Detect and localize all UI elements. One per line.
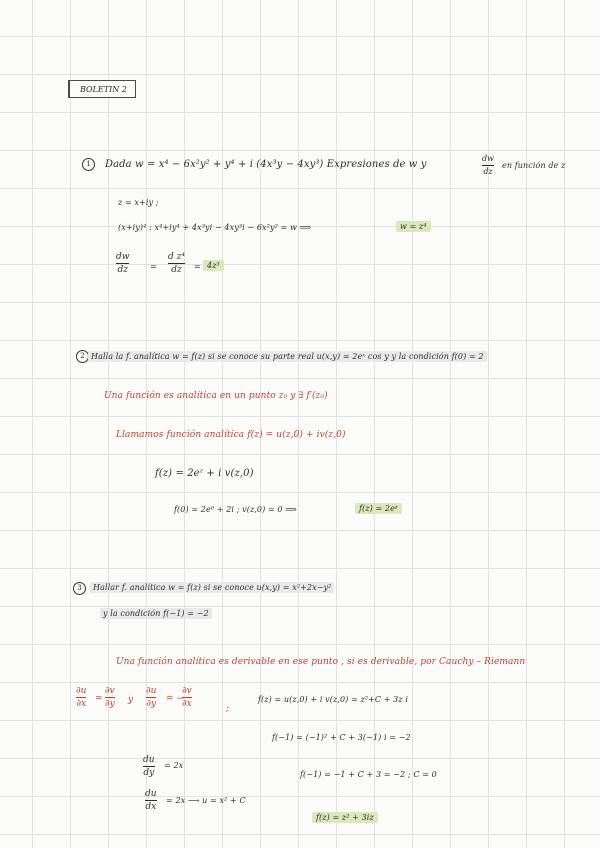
exercise-1-dw: dw [482, 154, 494, 163]
exercise-1-dz4: d z⁴ [168, 252, 185, 262]
fraction-bar [76, 697, 86, 698]
exercise-3-du-dx [145, 789, 157, 812]
exercise-3-du: du [143, 755, 155, 765]
fraction-bar [146, 697, 156, 698]
exercise-3-number: 3 [73, 582, 86, 595]
exercise-2-number: 2 [76, 350, 89, 363]
exercise-1-dz-3: dz [171, 265, 182, 275]
cr-dv-dx [182, 686, 192, 709]
exercise-3-dx: dx [145, 802, 157, 812]
cr-du: ∂u [76, 686, 87, 696]
exercise-1-line-2: (x+iy)⁴ : x⁴+iy⁴ + 4x³yi − 4xy³i − 6x²y² = w ⟹ [118, 223, 312, 232]
exercise-1-equals-2: = [194, 262, 201, 271]
exercise-3-definition: Una función analítica es derivable en ese punto , si es derivable, por Cauchy – Riemann [116, 657, 526, 667]
cr-dy: ∂y [105, 699, 115, 709]
page-title: BOLETIN 2 [68, 80, 136, 98]
exercise-1-line-1: z = x+iy ; [118, 198, 159, 207]
exercise-3-du-dy-value: = 2x [164, 761, 184, 770]
exercise-3-du-dy [143, 755, 155, 778]
cr-dv: ∂v [105, 686, 115, 696]
cr-dx-2: ∂x [182, 699, 192, 709]
exercise-3-dy: dy [143, 768, 155, 778]
exercise-3-f-minus-1-b: f(−1) = −1 + C + 3 = −2 ; C = 0 [300, 770, 437, 779]
exercise-3-du-dx-value: = 2x ⟶ u = x² + C [166, 796, 246, 805]
fraction-bar [182, 697, 192, 698]
exercise-1-dw-2: dw [116, 252, 130, 262]
exercise-2-line-1: f(z) = 2eᶻ + i v(z,0) [155, 468, 254, 479]
cr-dv-dy [105, 686, 115, 709]
exercise-3-statement: Hallar f. analítica w = f(z) si se conoce u(x,y) = x²+2x−y² [90, 582, 334, 593]
exercise-2-line-2: f(0) = 2e⁰ + 2i ; v(z,0) = 0 ⟹ [174, 505, 297, 514]
fraction-bar [145, 800, 157, 801]
cr-equals-2: = − [166, 694, 185, 704]
cr-semicolon: ; [226, 704, 230, 714]
exercise-3-du-2: du [145, 789, 157, 799]
cr-equals-1: = [95, 694, 103, 704]
exercise-1-in-terms: en función de z [502, 161, 566, 170]
exercise-2-answer: f(z) = 2eᶻ [355, 503, 402, 514]
exercise-1-dz-2: dz [117, 265, 128, 275]
cr-dv-2: ∂v [182, 686, 192, 696]
exercise-1-dz4-dz [168, 252, 185, 275]
cr-du-2: ∂u [146, 686, 157, 696]
exercise-1-dw-dz [116, 252, 129, 275]
exercise-2-definition-2: Llamamos función analítica f(z) = u(z,0) + iv(z,0) [116, 430, 346, 440]
exercise-2-definition: Una función es analítica en un punto z₀ y ∃ f′(z₀) [104, 391, 328, 401]
exercise-1-statement: Dada w = x⁴ − 6x²y² + y⁴ + i (4x³y − 4xy³) Expresiones de w y [105, 159, 427, 170]
fraction-bar [482, 165, 494, 166]
cr-du-dx [76, 686, 86, 709]
fraction-bar [168, 263, 185, 264]
cr-dx: ∂x [76, 699, 87, 709]
cr-and: y [128, 695, 134, 705]
exercise-1-answer: w = z⁴ [396, 221, 431, 232]
cr-dy-2: ∂y [146, 699, 157, 709]
exercise-1-number: 1 [82, 158, 95, 171]
fraction-bar [105, 697, 115, 698]
exercise-1-dz: dz [483, 167, 493, 176]
exercise-2-statement: Halla la f. analítica w = f(z) si se conoce su parte real u(x,y) = 2eˣ cos y y la condición f(0) = 2 [88, 351, 487, 362]
exercise-3-f-minus-1: f(−1) = (−1)² + C + 3(−1) i = −2 [272, 733, 411, 742]
exercise-1-equals: = [150, 262, 157, 271]
exercise-3-answer: f(z) = z² + 3iz [312, 812, 378, 823]
exercise-1-derivative [482, 154, 494, 177]
fraction-bar [143, 766, 155, 767]
exercise-1-answer-2: 4z³ [203, 260, 224, 271]
exercise-3-condition: y la condición f(−1) = −2 [100, 608, 212, 619]
cr-du-dy [146, 686, 156, 709]
exercise-3-fz: f(z) = u(z,0) + i v(z,0) = z²+C + 3z i [258, 695, 408, 704]
fraction-bar [116, 263, 129, 264]
